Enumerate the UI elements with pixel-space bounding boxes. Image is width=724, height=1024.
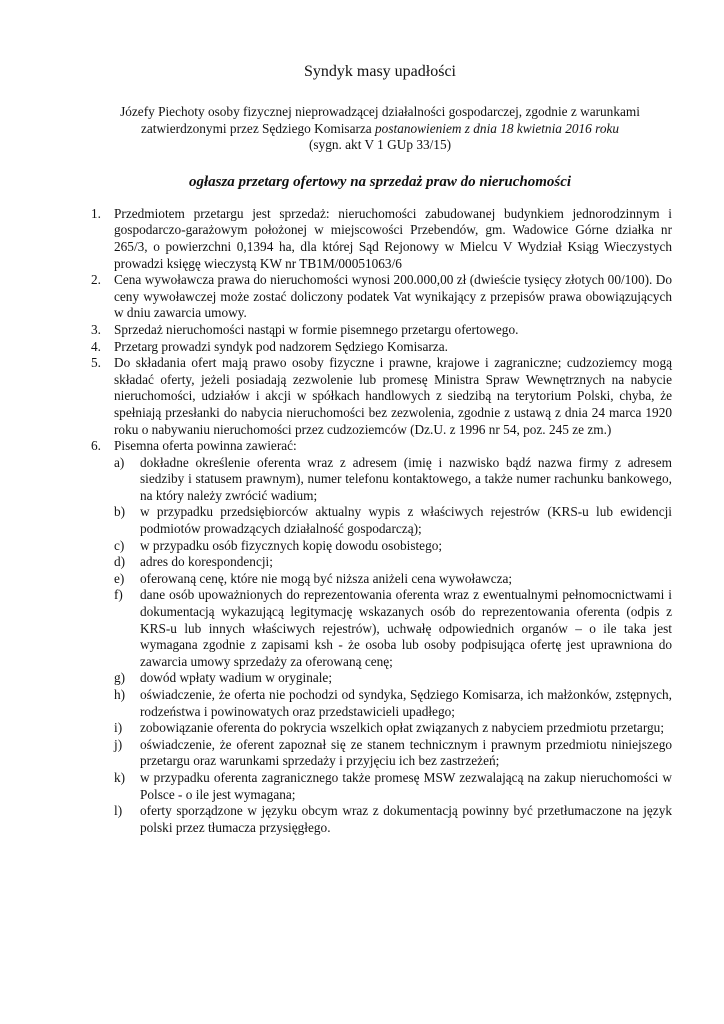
requirement-item — [114, 571, 672, 588]
item-number: 5. — [91, 355, 101, 371]
requirement-letter: d) — [114, 554, 126, 570]
requirement-item — [114, 720, 672, 737]
terms-item — [88, 272, 672, 322]
requirement-letter: i) — [114, 720, 123, 736]
requirement-item — [114, 455, 672, 505]
terms-item — [88, 322, 672, 339]
requirement-text: adres do korespondencji; — [140, 554, 273, 570]
requirement-text: oświadczenie, że oferta nie pochodzi od syndyka, Sędziego Komisarza, ich małżonków, zstępnych, rodzeństwa i powinowatych oraz przedstawicieli upadłego; — [140, 687, 672, 719]
requirement-letter: k) — [114, 769, 126, 785]
requirement-text: oferowaną cenę, które nie mogą być niższa aniżeli cena wywoławcza; — [140, 570, 513, 586]
requirement-letter: c) — [114, 537, 125, 553]
intro-line-3: (sygn. akt V 1 GUp 33/15) — [308, 137, 452, 153]
requirement-letter: j) — [114, 736, 123, 752]
requirement-text: dane osób upoważnionych do reprezentowania oferenta wraz z ewentualnymi pełnomocnictwami i dokumentacją wykazującą legitymację wskazanych osób do reprezentowania oferenta (odpis z KRS-u lub innych właściwych rejestrów), uchwałę odpowiednich organów – o ile taka jest wymagana zgodnie z zapisami ksh - że osoba lub osoby podpisująca ofertę jest uprawniona do zawarcia umowy sprzedaży za oferowaną cenę; — [140, 587, 672, 669]
terms-item — [88, 438, 672, 836]
requirement-item — [114, 554, 672, 571]
requirement-text: zobowiązanie oferenta do pokrycia wszelkich opłat związanych z nabyciem przedmiotu przetargu; — [140, 720, 665, 736]
item-text: Sprzedaż nieruchomości nastąpi w formie pisemnego przetargu ofertowego. — [114, 321, 519, 337]
item-number: 6. — [91, 438, 101, 454]
terms-item — [88, 206, 672, 272]
requirement-item — [114, 737, 672, 770]
intro-line-2-italic: postanowieniem z dnia 18 kwietnia 2016 roku — [375, 120, 620, 136]
requirement-text: w przypadku osób fizycznych kopię dowodu osobistego; — [140, 537, 443, 553]
requirement-text: oferty sporządzone w języku obcym wraz z dokumentacją powinny być przetłumaczone na język polski przez tłumacza przysięgłego. — [140, 803, 672, 835]
requirement-text: w przypadku przedsiębiorców aktualny wypis z właściwych rejestrów (KRS-u lub ewidencji podmiotów prowadzących działalność gospodarczą); — [140, 504, 672, 537]
item-text: Przetarg prowadzi syndyk pod nadzorem Sędziego Komisarza. — [114, 338, 448, 354]
item-number: 3. — [91, 321, 101, 337]
requirement-item — [114, 670, 672, 687]
requirement-letter: l) — [114, 803, 123, 819]
requirement-text: dokładne określenie oferenta wraz z adresem (imię i nazwisko bądź nazwa firmy z adresem siedziby i statusem prawnym), numer telefonu kontaktowego, a także numer rachunku bankowego, na który należy zwrócić wadium; — [140, 454, 672, 503]
requirement-letter: a) — [114, 454, 125, 470]
item-text: Cena wywoławcza prawa do nieruchomości wynosi 200.000,00 zł (dwieście tysięcy złotych 00/100). Do ceny wywoławczej może zostać doliczony podatek Vat wynikający z przepisów prawa obowiązujących w dniu zawarcia umowy. — [114, 272, 672, 321]
requirement-letter: g) — [114, 670, 126, 686]
requirement-letter: h) — [114, 687, 126, 702]
requirement-text: dowód wpłaty wadium w oryginale; — [140, 670, 333, 686]
offer-requirements-list — [114, 455, 672, 837]
item-number: 1. — [91, 205, 101, 221]
requirement-letter: b) — [114, 504, 126, 520]
announcement-heading: ogłasza przetarg ofertowy na sprzedaż praw do nieruchomości — [188, 173, 572, 190]
requirement-item — [114, 538, 672, 555]
requirement-item — [114, 803, 672, 836]
requirement-item — [114, 504, 672, 537]
terms-item — [88, 355, 672, 438]
intro-line-2-plain: zatwierdzonymi przez Sędziego Komisarza — [140, 120, 376, 136]
item-text: Do składania ofert mają prawo osoby fizyczne i prawne, krajowe i zagraniczne; cudzoziemcy mogą składać oferty, jeżeli posiadają zezwolenie lub promesę Ministra Spraw Wewnętrznych na nabycie nieruchomości, udziałów i akcji w spółkach handlowych z siedzibą na terytorium Polski, chyba, że spełniają przesłanki do nabycia nieruchomości bez zezwolenia, zgodnie z ustawą z dnia 24 marca 1920 roku o nabywaniu nieruchomości przez cudzoziemców (Dz.U. z 1996 nr 54, poz. 245 ze zm.) — [114, 355, 672, 437]
item-number: 2. — [91, 272, 101, 288]
item-text: Przedmiotem przetargu jest sprzedaż: nieruchomości zabudowanej budynkiem jednorodzinnym i gospodarczo-garażowym położonej w miejscowości Przebendów, gm. Wadowice Górne działka nr 265/3, o powierzchni 0,1394 ha, dla której Sąd Rejonowy w Mielcu V Wydział Ksiąg Wieczystych prowadzi księgę wieczystą KW nr TB1M/00051063/6 — [114, 205, 672, 271]
intro-line-1: Józefy Piechoty osoby fizycznej nieprowadzącej działalności gospodarczej, zgodnie z warunkami — [120, 104, 640, 119]
requirement-text: oświadczenie, że oferent zapoznał się ze stanem technicznym i prawnym przedmiotu niniejszego przetargu oraz warunkami sprzedaży i przyjęciu ich bez zastrzeżeń; — [140, 736, 672, 769]
requirement-letter: e) — [114, 570, 125, 586]
requirement-text: w przypadku oferenta zagranicznego także promesę MSW zezwalającą na zakup nieruchomości w Polsce - o ile jest wymagana; — [140, 769, 672, 802]
intro-block — [88, 104, 672, 154]
terms-list — [88, 206, 672, 837]
requirement-letter: f) — [114, 587, 123, 603]
item-number: 4. — [91, 338, 101, 354]
requirement-item — [114, 770, 672, 803]
document-title: Syndyk masy upadłości — [304, 63, 456, 80]
intro-line-2 — [88, 121, 672, 138]
requirement-item — [114, 687, 672, 720]
requirement-item — [114, 587, 672, 670]
terms-item — [88, 339, 672, 356]
item-text: Pisemna oferta powinna zawierać: — [114, 438, 297, 454]
